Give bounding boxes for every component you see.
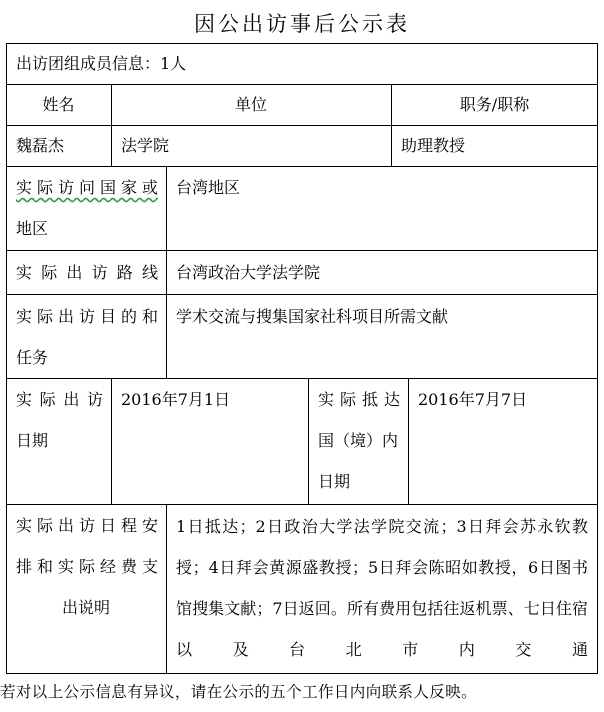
route-label: 实际出访路线 bbox=[16, 263, 158, 282]
depart-label-line1: 实际出访 bbox=[16, 390, 103, 409]
arrive-label-line3: 日期 bbox=[318, 472, 351, 491]
rule bbox=[6, 294, 598, 295]
purpose-label-line1: 实际出访目的和 bbox=[16, 307, 158, 326]
members-info: 出访团组成员信息：1人 bbox=[16, 54, 187, 73]
member-unit: 法学院 bbox=[121, 136, 170, 155]
arrive-label-line2: 国（境）内 bbox=[318, 431, 399, 450]
rule bbox=[408, 378, 409, 504]
depart-date-value: 2016年7月1日 bbox=[121, 390, 231, 409]
spellcheck-underline: 实际访问国家或 bbox=[16, 178, 158, 197]
rule bbox=[166, 166, 167, 378]
arrive-date-value: 2016年7月7日 bbox=[418, 390, 528, 409]
rule bbox=[6, 43, 598, 44]
schedule-label-line1: 实际出访日程安 bbox=[16, 516, 158, 535]
footer-note: 若对以上公示信息有异议，请在公示的五个工作日内向联系人反映。 bbox=[0, 683, 478, 701]
disclosure-table bbox=[6, 43, 598, 673]
rule bbox=[6, 84, 598, 85]
header-unit: 单位 bbox=[234, 95, 267, 114]
rule bbox=[597, 43, 598, 674]
rule bbox=[111, 378, 112, 504]
rule bbox=[6, 166, 598, 167]
country-label-line2: 地区 bbox=[16, 219, 49, 238]
depart-label-line2: 日期 bbox=[16, 431, 49, 450]
schedule-text: 1日抵达；2日政治大学法学院交流；3日拜会苏永钦教授；4日拜会黄源盛教授；5日拜会陈昭如教授，6日图书馆搜集文献；7日返回。所有费用包括往返机票、七日住宿以及台北市内交通 bbox=[176, 517, 588, 659]
header-position: 职务/职称 bbox=[459, 95, 530, 114]
rule bbox=[308, 378, 309, 504]
schedule-label-line2: 排和实际经费支 bbox=[16, 557, 158, 576]
purpose-label-line2: 任务 bbox=[16, 348, 49, 367]
schedule-label-line3: 出说明 bbox=[61, 598, 110, 617]
country-label-line1 bbox=[6, 167, 166, 208]
arrive-label-line1: 实际抵达 bbox=[318, 390, 400, 409]
member-name: 魏磊杰 bbox=[16, 136, 65, 155]
rule bbox=[6, 504, 598, 505]
rule bbox=[6, 378, 598, 379]
route-value: 台湾政治大学法学院 bbox=[176, 263, 321, 282]
rule bbox=[6, 43, 7, 674]
header-name: 姓名 bbox=[42, 95, 75, 114]
member-position: 助理教授 bbox=[401, 136, 466, 155]
rule bbox=[6, 125, 598, 126]
rule bbox=[111, 84, 112, 166]
purpose-value: 学术交流与搜集国家社科项目所需文献 bbox=[176, 307, 449, 326]
rule bbox=[166, 504, 167, 673]
page-title: 因公出访事后公示表 bbox=[194, 12, 410, 36]
country-value: 台湾地区 bbox=[176, 178, 241, 197]
rule bbox=[6, 673, 598, 674]
rule bbox=[391, 84, 392, 166]
rule bbox=[6, 250, 598, 251]
